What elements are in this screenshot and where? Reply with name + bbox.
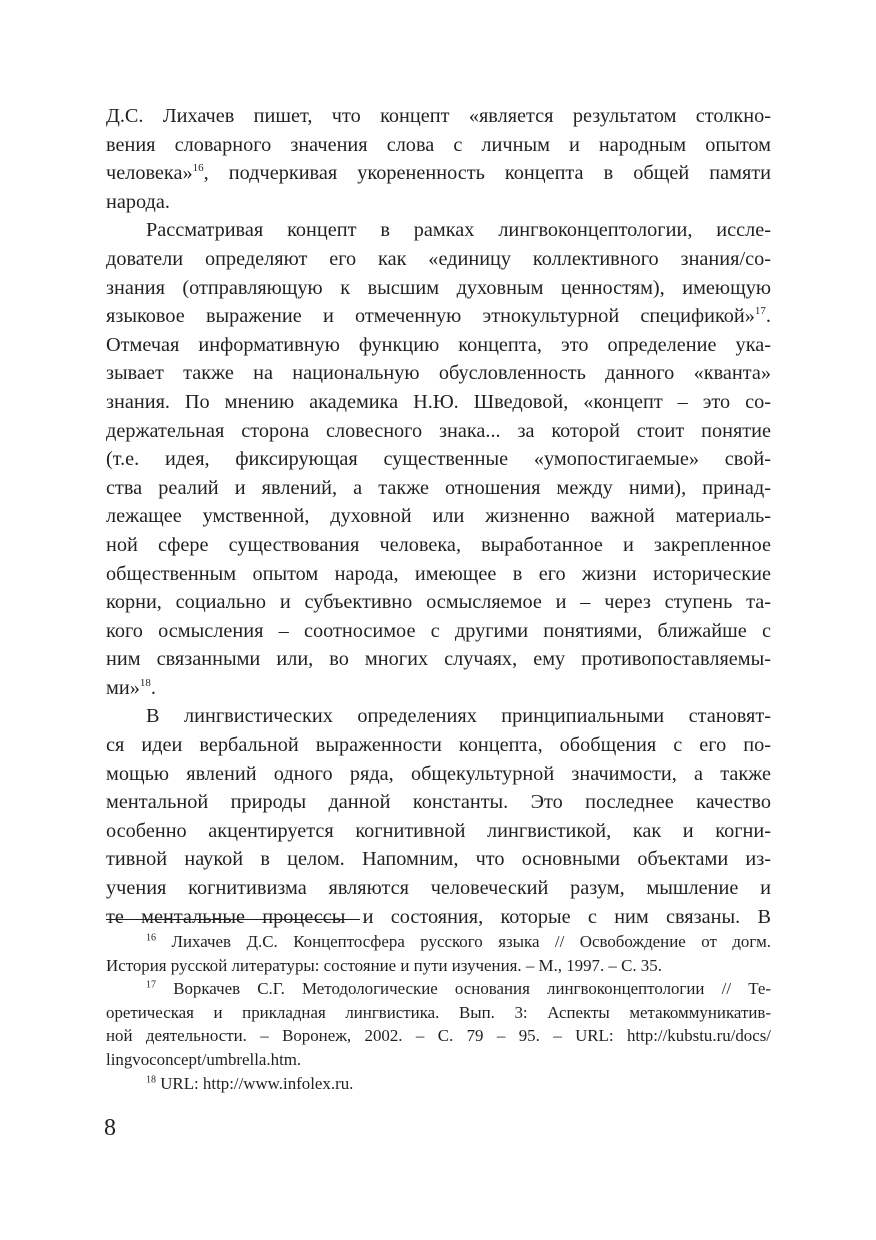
paragraph-2 (106, 216, 771, 702)
text-line: зывает также на национальную обусловленность данного «кванта» (106, 362, 771, 385)
footnote-number: 18 (146, 1073, 156, 1085)
text-line: ментальной природы данной константы. Это последнее качество (106, 791, 771, 814)
text-line: ной сфере существования человека, выработанное и закрепленное (106, 533, 771, 556)
text-line: общественным опытом народа, имеющее в его жизни исторические (106, 562, 771, 585)
footnote-line: ной деятельности. – Воронеж, 2002. – С. 79 – 95. – URL: http://kubstu.ru/docs/ (106, 1026, 771, 1046)
text-line: Д.С. Лихачев пишет, что концепт «является результатом столкно- (106, 105, 771, 127)
text-line: держательная сторона словесного знака... за которой стоит понятие (106, 419, 771, 442)
text-line: те ментальные процессы и состояния, которые с ним связаны. В (106, 905, 771, 928)
text-line (106, 302, 771, 331)
text-line: корни, социально и субъективно осмысляемое и – через ступень та- (106, 591, 771, 614)
text-line: знания. По мнению академика Н.Ю. Шведовой, «концепт – это со- (106, 390, 771, 413)
footnote-text: URL: http://www.infolex.ru. (160, 1073, 354, 1093)
footnote-line: История русской литературы: состояние и пути изучения. – М., 1997. – С. 35. (106, 955, 662, 975)
footnote-18 (106, 1072, 771, 1096)
text-line (106, 674, 771, 703)
text-line: народа. (106, 190, 170, 213)
line-text: . (150, 676, 156, 699)
footnote-text: Лихачев Д.С. Концептосфера русского языка // Освобождение от догм. (171, 932, 771, 951)
footnote-17 (106, 977, 771, 1071)
line-text: . (765, 305, 771, 328)
text-line: особенно акцентируется когнитивной лингвистикой, как и когни- (106, 819, 771, 842)
footnote-divider (106, 919, 360, 920)
footnote-ref-17[interactable]: 17 (754, 305, 766, 318)
paragraph-1 (106, 102, 771, 216)
text-line: тивной наукой в целом. Напомним, что основными объектами из- (106, 848, 771, 871)
text-line: ся идеи вербальной выраженности концепта, обобщения с его по- (106, 734, 771, 757)
footnote-line: оретическая и прикладная лингвистика. Вып. 3: Аспекты метакоммуникатив- (106, 1002, 771, 1022)
text-line: мощью явлений одного ряда, общекультурной значимости, а также (106, 762, 771, 785)
text-line: знания (отправляющую к высшим духовным ценностям), имеющую (106, 276, 771, 299)
footnote-ref-18[interactable]: 18 (139, 677, 151, 690)
text-line: (т.е. идея, фиксирующая существенные «умопостигаемые» свой- (106, 448, 771, 471)
text-line: дователи определяют его как «единицу коллективного знания/со- (106, 247, 771, 270)
text-line: В лингвистических определениях принципиальными становят- (146, 705, 771, 728)
text-line: Отмечая информативную функцию концепта, это определение ука- (106, 333, 771, 356)
footnote-text: Воркачев С.Г. Методологические основания лингвоконцептологии // Те- (173, 979, 771, 999)
text-line: ним связанными или, во многих случаях, ему противопоставляемы- (106, 648, 771, 671)
footnotes (106, 930, 771, 1095)
line-text: языковое выражение и отмеченную этнокультурной спецификой» (106, 305, 755, 328)
text-line: кого осмысления – соотносимое с другими понятиями, ближайше с (106, 619, 771, 642)
footnote-line (106, 977, 771, 1001)
text-line (106, 159, 771, 188)
line-text: , подчеркивая укорененность концепта в общей памяти (203, 162, 771, 185)
text-line: вения словарного значения слова с личным и народным опытом (106, 133, 771, 156)
line-text: человека» (106, 162, 193, 185)
footnote-number: 17 (146, 979, 156, 991)
body-text (106, 102, 771, 931)
text-line: лежащее умственной, духовной или жизненно важной материаль- (106, 505, 771, 528)
line-text: ми» (106, 676, 140, 699)
footnote-line (106, 1072, 771, 1096)
footnote-line: lingvoconcept/umbrella.htm. (106, 1049, 302, 1069)
paragraph-3 (106, 702, 771, 931)
footnote-line (106, 930, 771, 954)
page-number: 8 (104, 1115, 116, 1141)
text-line: ства реалий и явлений, а также отношения между ними), принад- (106, 476, 771, 499)
text-line: учения когнитивизма являются человеческий разум, мышление и (106, 877, 771, 900)
footnote-ref-16[interactable]: 16 (192, 162, 204, 175)
footnote-16 (106, 930, 771, 977)
footnote-number: 16 (146, 932, 156, 944)
text-line: Рассматривая концепт в рамках лингвоконцептологии, иссле- (146, 219, 771, 242)
